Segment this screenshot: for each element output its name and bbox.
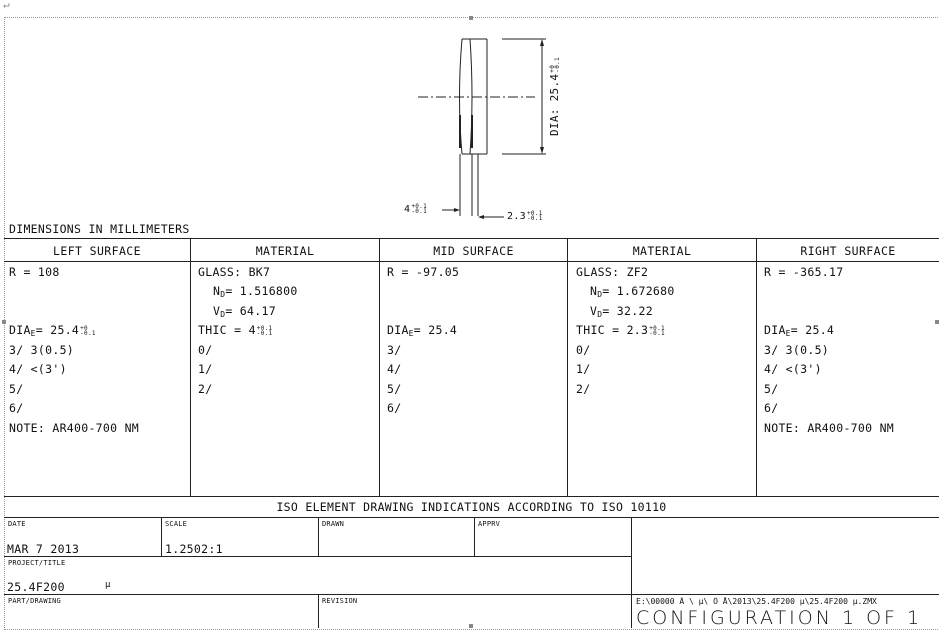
material2-line-1: 1/ [576,362,591,376]
left-line-3: 3/ 3(0.5) [9,343,75,357]
right-note: NOTE: AR400-700 NM [764,421,895,435]
resize-handle-left[interactable] [2,320,6,324]
iso-note: ISO ELEMENT DRAWING INDICATIONS ACCORDING TO ISO 10110 [276,500,667,514]
material1-nd: $N_D= 1.516800$ [213,284,298,299]
right-line-4: 4/ <(3') [764,362,822,376]
resize-handle-top[interactable] [469,16,473,20]
material1-line-1: 1/ [198,362,213,376]
resize-handle-bottom[interactable] [469,624,473,628]
date-label: DATE [8,520,26,528]
revision-label: REVISION [322,597,358,605]
mid-dia: $DIA_E= 25.4$ [387,323,458,338]
table-top-line [4,238,939,239]
header-left-surface: LEFT SURFACE [53,244,141,258]
mid-radius: R = -97.05 [387,265,460,279]
file-path: E:\00000 Â \ µ\ Ö Å\2013\25.4F200 µ\25.4F200 µ.ZMX [636,597,877,606]
col-divider-4 [756,238,757,496]
title-block-div-scale [161,517,162,556]
left-note: NOTE: AR400-700 NM [9,421,140,435]
left-line-6: 6/ [9,401,24,415]
table-bottom-line [4,496,939,497]
right-thickness-label: 2.3+0.1 -0.1 [507,210,543,222]
header-material-2: MATERIAL [632,244,692,258]
material2-thic: THIC = 2.3+0.1 -0.1 [576,323,665,337]
material1-vd: $V_D= 64.17$ [213,304,276,319]
material2-vd: $V_D= 32.22$ [590,304,653,319]
drawn-label: DRAWN [322,520,345,528]
mid-line-4: 4/ [387,362,402,376]
title-block-div-revision [318,594,319,628]
resize-handle-right[interactable] [935,320,939,324]
right-line-5: 5/ [764,382,779,396]
title-block-top [4,517,939,518]
project-mark: µ [105,580,111,590]
left-radius: R = 108 [9,265,60,279]
project-label: PROJECT/TITLE [8,559,66,567]
scale-label: SCALE [165,520,188,528]
material2-nd: $N_D= 1.672680$ [590,284,675,299]
left-thickness-label: 4+0.1 -0.1 [404,203,427,215]
right-line-3: 3/ 3(0.5) [764,343,830,357]
diameter-value: DIA: 25.4 [548,73,561,136]
title-block-div-drawn [318,517,319,556]
right-radius: R = -365.17 [764,265,844,279]
title-block-row1 [4,556,631,557]
date-value: MAR 7 2013 [7,542,80,556]
title-block-row2 [4,594,939,595]
right-line-6: 6/ [764,401,779,415]
mid-line-5: 5/ [387,382,402,396]
header-right-surface: RIGHT SURFACE [800,244,896,258]
material1-line-0: 0/ [198,343,213,357]
diameter-dimension-label [548,57,561,136]
material1-glass: GLASS: BK7 [198,265,271,279]
material1-thic: THIC = 4+0.1 -0.1 [198,323,273,337]
col-divider-2 [379,238,380,496]
scale-value: 1.2502:1 [165,542,223,556]
dimensions-note: DIMENSIONS IN MILLIMETERS [9,222,190,236]
left-line-5: 5/ [9,382,24,396]
col-divider-1 [190,238,191,496]
apprv-label: APPRV [478,520,501,528]
part-label: PART/DRAWING [8,597,61,605]
material2-line-2: 2/ [576,382,591,396]
mid-line-3: 3/ [387,343,402,357]
title-block-div-apprv [474,517,475,556]
material1-line-2: 2/ [198,382,213,396]
left-line-4: 4/ <(3') [9,362,67,376]
material2-line-0: 0/ [576,343,591,357]
paragraph-mark: ↵ [3,0,10,11]
left-dia: $DIA_E= 25.4+0$ -0.1 [9,323,96,338]
header-mid-surface: MID SURFACE [433,244,514,258]
header-material-1: MATERIAL [255,244,315,258]
mid-line-6: 6/ [387,401,402,415]
configuration-label: CONFIGURATION 1 OF 1 [636,607,923,629]
col-divider-3 [567,238,568,496]
right-dia: $DIA_E= 25.4$ [764,323,835,338]
material2-glass: GLASS: ZF2 [576,265,649,279]
title-block-div-right [631,517,632,628]
project-value: 25.4F200 [7,580,65,594]
diameter-tolerance: +0 -0.1 [549,57,561,73]
